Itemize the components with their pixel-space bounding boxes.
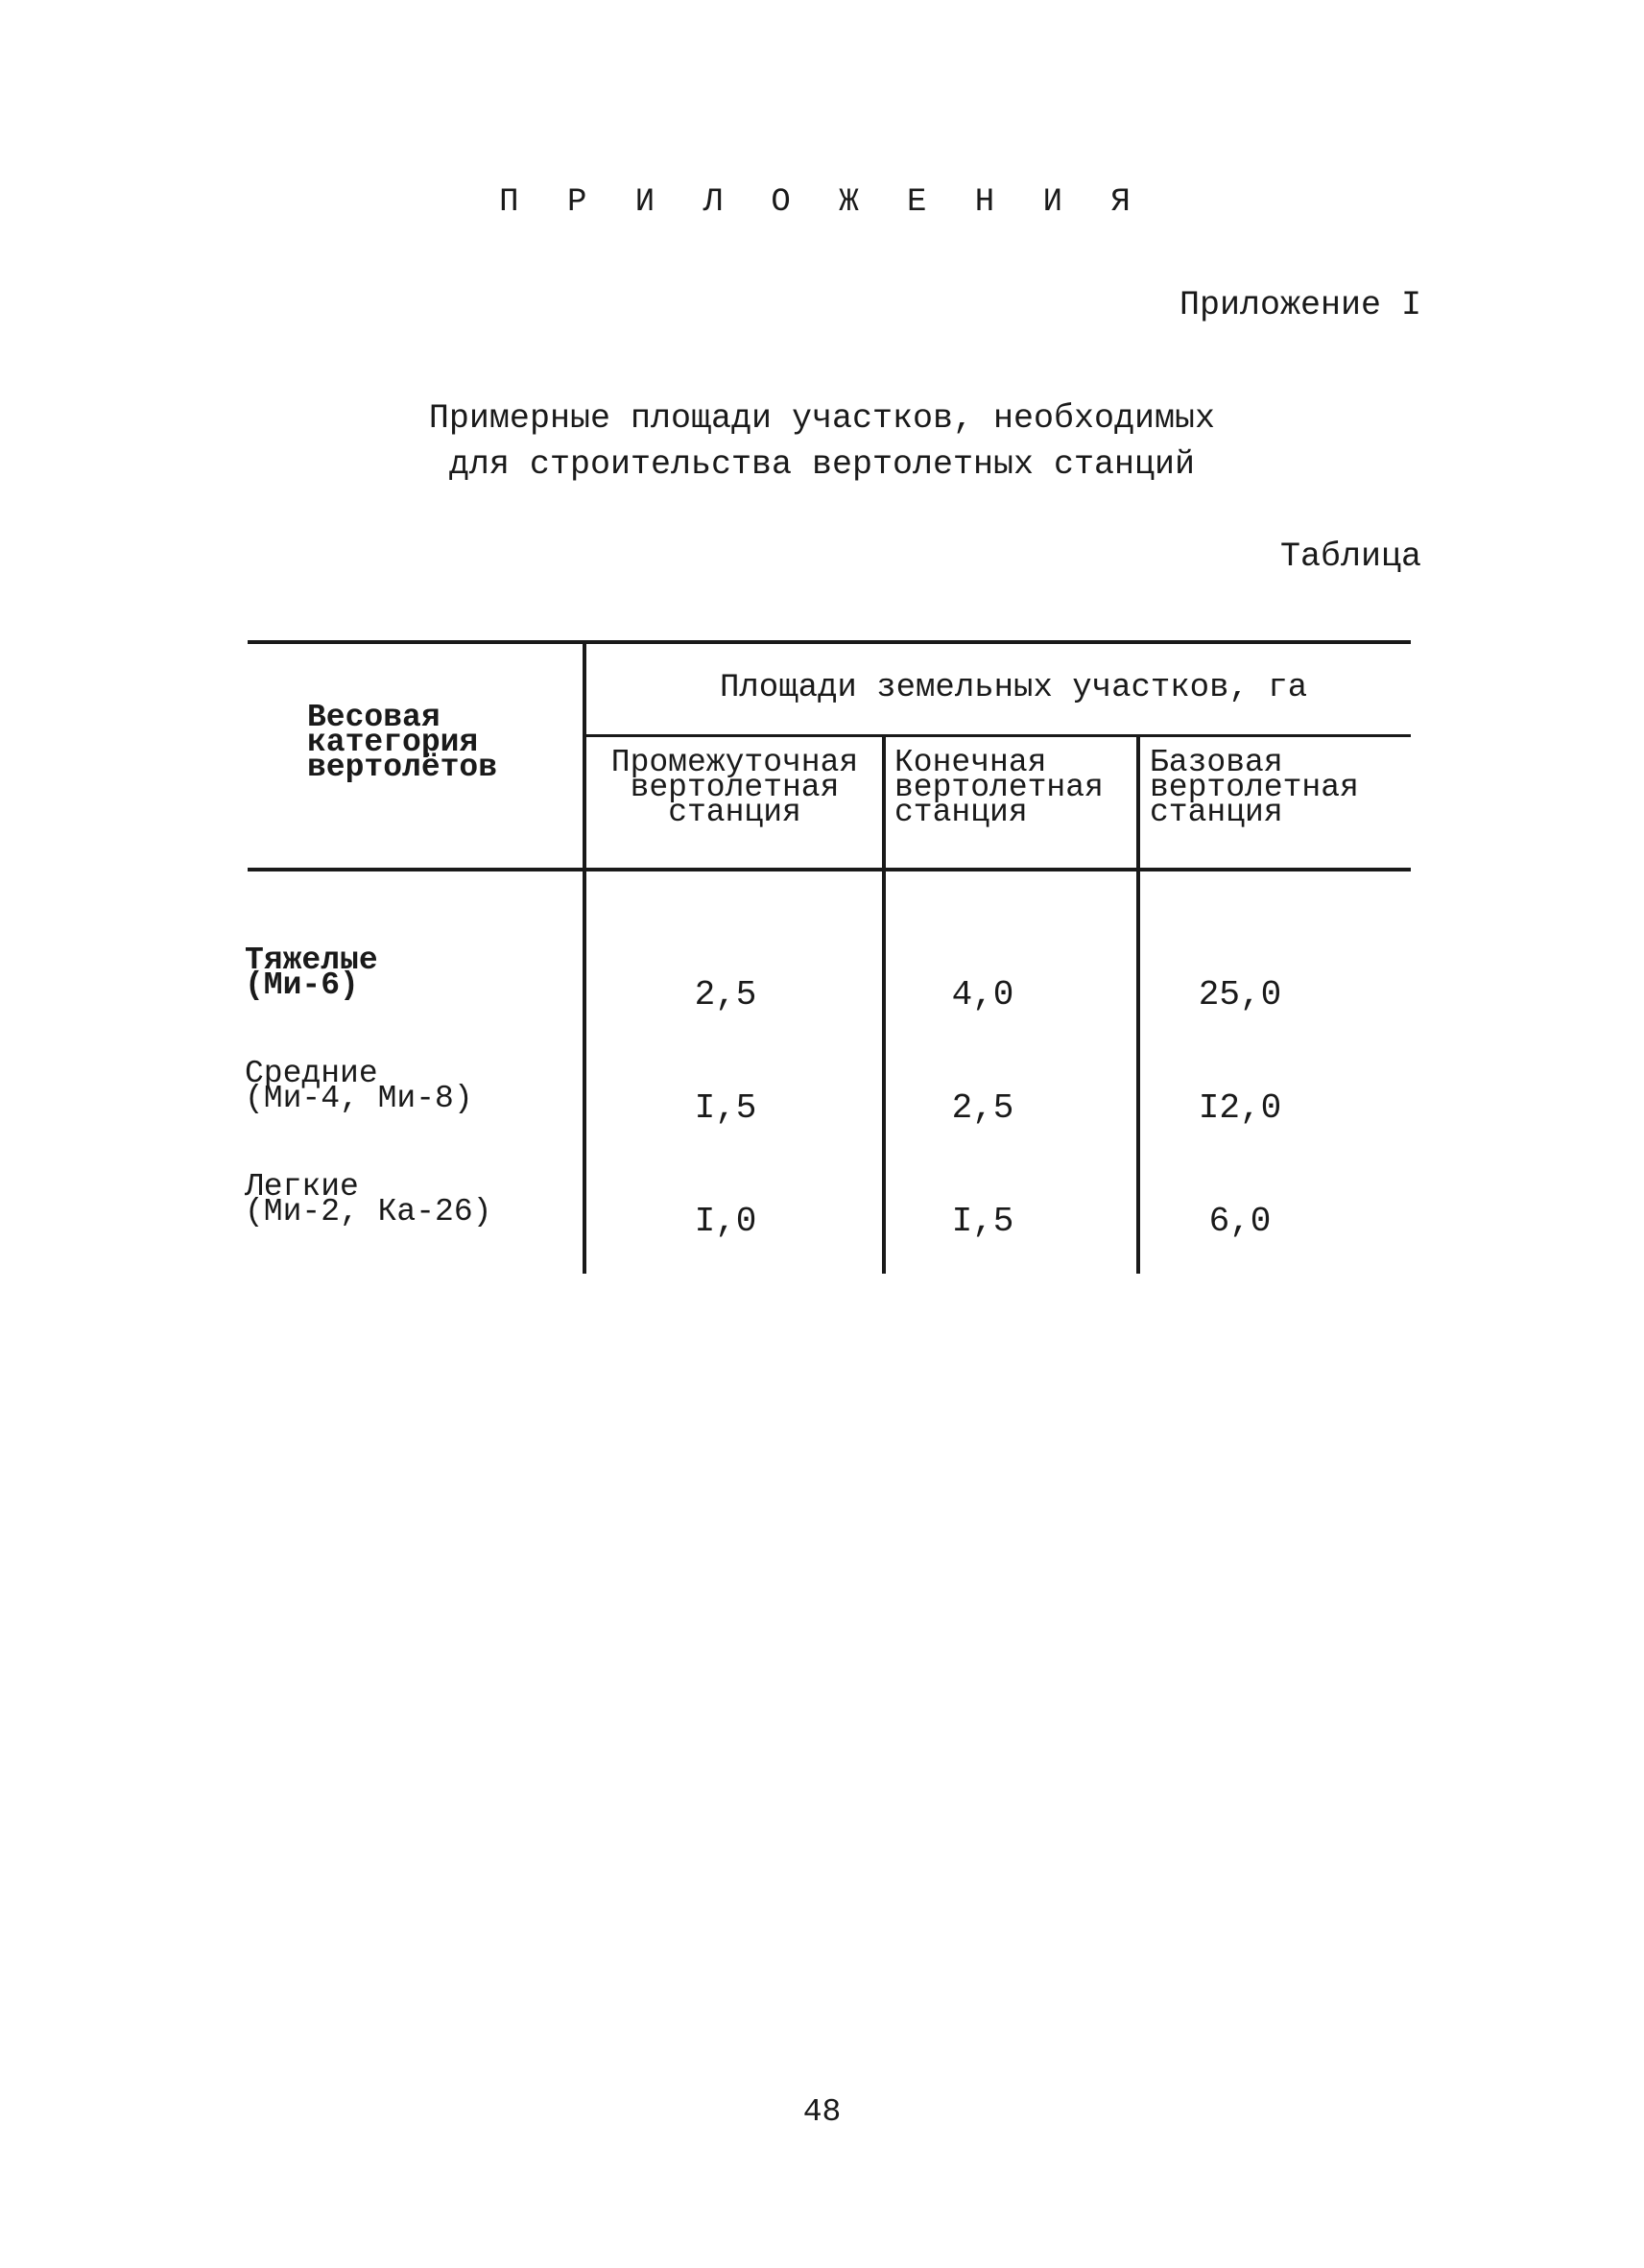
column-header-line: Базовая [1150,745,1283,780]
table-cell: I,5 [951,1202,1014,1241]
column-header-base [1150,745,1359,830]
table-vertical-rule-2 [882,734,886,1274]
table-cell: I2,0 [1198,1088,1282,1128]
title-line-2: для строительства вертолетных станций [448,445,1196,484]
column-header-line: станция [668,795,801,830]
header-bottom-rule [248,868,1411,871]
column-header-line: Конечная [894,745,1047,780]
column-header-line: вертолетная [1150,770,1359,805]
table-cell: 2,5 [951,1088,1014,1128]
table-top-rule [248,640,1411,644]
table-cell: 25,0 [1198,975,1282,1015]
row-name-line: Тяжелые [245,943,378,978]
title-line-1: Примерные площади участков, необходимых [428,399,1216,438]
table-label: Таблица [1279,537,1421,576]
category-header-line: вертолётов [307,750,498,785]
row-name-line: (Ми-2, Ка-26) [245,1194,492,1229]
table-cell: 4,0 [951,975,1014,1015]
column-header-terminal [894,745,1104,830]
table-vertical-rule-3 [1136,734,1140,1274]
group-header-rule [585,734,1411,737]
row-name-medium [245,1056,473,1116]
table-cell: 2,5 [694,975,757,1015]
column-header-line: станция [894,795,1028,830]
category-header-line: Весовая [307,700,441,735]
row-name-heavy [245,943,378,1003]
row-name-line: Легкие [245,1169,359,1205]
row-name-line: Средние [245,1056,378,1091]
table-vertical-rule-1 [583,640,586,1274]
appendix-number: Приложение I [1179,286,1421,324]
table-cell: I,0 [694,1202,757,1241]
table-cell: 6,0 [1208,1202,1272,1241]
column-header-line: вертолетная [894,770,1104,805]
column-header-intermediate [587,745,882,830]
category-header [307,700,498,785]
column-header-line: вертолетная [630,770,840,805]
column-header-line: Промежуточная [610,745,859,780]
page-heading: П Р И Л О Ж Е Н И Я [499,184,1145,221]
column-header-line: станция [1150,795,1283,830]
row-name-line: (Ми-4, Ми-8) [245,1081,473,1116]
page-number: 48 [802,2094,842,2130]
table-cell: I,5 [694,1088,757,1128]
row-name-line: (Ми-6) [245,967,359,1003]
category-header-line: категория [307,725,479,760]
row-name-light [245,1169,492,1229]
group-header: Площади земельных участков, га [720,670,1308,706]
